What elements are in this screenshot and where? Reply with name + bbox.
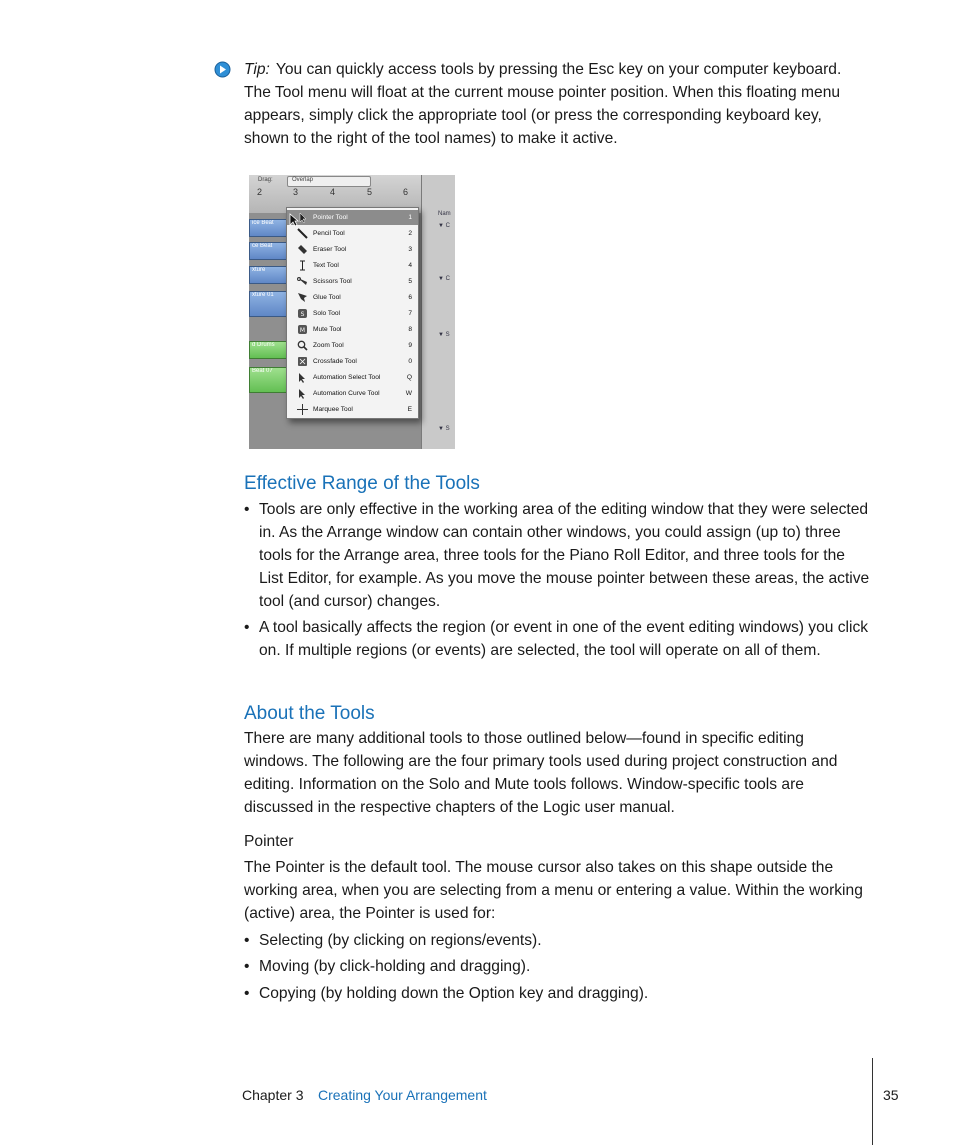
scissors-icon — [297, 276, 308, 287]
tool-name: Text Tool — [313, 262, 339, 269]
tool-shortcut: 1 — [408, 214, 412, 221]
tool-name: Scissors Tool — [313, 278, 352, 285]
tool-menu-item-scissors[interactable] — [287, 274, 418, 289]
tip-label: Tip: — [244, 61, 270, 78]
drag-mode-dropdown — [258, 176, 371, 187]
tool-menu-item-automation-select[interactable] — [287, 370, 418, 385]
bullet: • — [244, 932, 250, 949]
tool-name: Glue Tool — [313, 294, 341, 301]
subheading-pointer: Pointer — [244, 833, 294, 850]
region: d Drums — [249, 341, 289, 359]
drag-label: Drag: — [258, 177, 273, 183]
section-heading-about-tools: About the Tools — [244, 703, 375, 724]
tool-shortcut: 9 — [408, 342, 412, 349]
tool-menu-item-pointer[interactable] — [287, 210, 418, 225]
crossfade-icon — [297, 356, 308, 367]
region: Beat 07 — [249, 367, 289, 393]
list-item-text: Moving (by click-holding and dragging). — [259, 958, 531, 975]
tool-menu-item-text[interactable] — [287, 258, 418, 273]
bullet: • — [244, 985, 250, 1002]
solo-icon — [297, 308, 308, 319]
side-label: Nam — [438, 211, 451, 217]
tool-name: Crossfade Tool — [313, 358, 357, 365]
svg-text:M: M — [299, 327, 306, 334]
list-item-text: Copying (by holding down the Option key and dragging). — [259, 985, 649, 1002]
region: xture — [249, 266, 289, 284]
ruler-number: 5 — [367, 187, 373, 197]
text-cursor-icon — [297, 260, 308, 271]
ruler-number: 6 — [403, 187, 409, 197]
footer-chapter-label: Chapter 3 — [242, 1087, 304, 1103]
tool-shortcut: 7 — [408, 310, 412, 317]
automation-curve-icon — [297, 388, 308, 399]
tool-name: Zoom Tool — [313, 342, 344, 349]
eraser-icon — [297, 244, 308, 255]
tool-shortcut: W — [405, 390, 412, 397]
footer-divider — [872, 1058, 873, 1145]
section-heading-effective-range: Effective Range of the Tools — [244, 473, 480, 494]
tool-shortcut: E — [407, 406, 412, 413]
tool-shortcut: 3 — [408, 246, 412, 253]
tool-name: Automation Curve Tool — [313, 390, 380, 397]
ruler-number: 4 — [330, 187, 336, 197]
region: ice Beat — [249, 219, 289, 237]
tip-paragraph — [244, 58, 869, 150]
tool-shortcut: 5 — [408, 278, 412, 285]
tool-menu-item-automation-curve[interactable] — [287, 386, 418, 401]
tool-menu-item-solo[interactable] — [287, 306, 418, 321]
tool-shortcut: 2 — [408, 230, 412, 237]
inspector-side-panel — [421, 175, 455, 449]
side-label: ▼ C — [438, 276, 450, 282]
tip-text: You can quickly access tools by pressing the Esc key on your computer keyboard. The Tool menu will float at the current mouse pointer position. When this floating menu appears, simply click the appropriate tool (or press the corresponding keyboard key, shown to the right of the tool names) to make it active. — [244, 61, 842, 147]
side-label: ▼ S — [438, 332, 450, 338]
glue-icon — [297, 292, 308, 303]
svg-text:S: S — [300, 311, 305, 318]
marquee-crosshair-icon — [297, 404, 308, 415]
tool-name: Automation Select Tool — [313, 374, 381, 381]
tool-menu — [286, 207, 419, 419]
mute-icon — [297, 324, 308, 335]
tool-shortcut: 4 — [408, 262, 412, 269]
tool-shortcut: 8 — [408, 326, 412, 333]
list-item-text: Tools are only effective in the working area of the editing window that they were selected in. As the Arrange window can contain other windows, you could assign (up to) three tools for the Arrange area, three tools for the Piano Roll Editor, and three tools for the List Editor, for example. As you move the mouse pointer between these areas, the active tool (and cursor) changes. — [259, 501, 870, 610]
zoom-icon — [297, 340, 308, 351]
pencil-icon — [297, 228, 308, 239]
ruler-number: 2 — [257, 187, 263, 197]
tool-menu-screenshot — [249, 175, 455, 449]
tool-name: Pencil Tool — [313, 230, 345, 237]
list-item-text: A tool basically affects the region (or event in one of the event editing windows) you click on. If multiple regions (or events) are selected, the tool will operate on all of them. — [259, 619, 869, 659]
tip-arrow-icon — [214, 61, 231, 78]
tool-menu-item-pencil[interactable] — [287, 226, 418, 241]
tool-menu-item-glue[interactable] — [287, 290, 418, 305]
mouse-cursor-icon — [289, 213, 299, 227]
tool-name: Marquee Tool — [313, 406, 353, 413]
list-item-text: Selecting (by clicking on regions/events). — [259, 932, 542, 949]
bullet: • — [244, 958, 250, 975]
bullet: • — [244, 619, 250, 636]
tool-menu-item-eraser[interactable] — [287, 242, 418, 257]
tool-menu-item-marquee[interactable] — [287, 402, 418, 417]
tool-shortcut: 6 — [408, 294, 412, 301]
automation-select-icon — [297, 372, 308, 383]
drag-mode-value: Overlap — [292, 177, 314, 183]
region: xture 01 — [249, 291, 289, 317]
tool-menu-item-crossfade[interactable] — [287, 354, 418, 369]
tool-name: Pointer Tool — [313, 214, 348, 221]
tool-shortcut: Q — [406, 374, 412, 381]
about-paragraph: There are many additional tools to those outlined below—found in specific editing windows. The following are the four primary tools used during project construction and editing. Information on the Solo and Mute tools follows. Window-specific tools are discussed in the respective chapters of the Logic user manual. — [244, 730, 838, 816]
footer-chapter-title: Creating Your Arrangement — [318, 1087, 487, 1103]
tool-menu-item-zoom[interactable] — [287, 338, 418, 353]
tool-name: Eraser Tool — [313, 246, 347, 253]
side-label: ▼ S — [438, 426, 450, 432]
bullet: • — [244, 501, 250, 518]
region: ce Beat — [249, 242, 289, 260]
tool-name: Mute Tool — [313, 326, 342, 333]
tool-shortcut: 0 — [408, 358, 412, 365]
tool-name: Solo Tool — [313, 310, 341, 317]
page-number: 35 — [883, 1087, 899, 1103]
tool-menu-item-mute[interactable] — [287, 322, 418, 337]
ruler-number: 3 — [293, 187, 299, 197]
side-label: ▼ C — [438, 223, 450, 229]
pointer-paragraph: The Pointer is the default tool. The mouse cursor also takes on this shape outside the working area, when you are selecting from a menu or entering a value. Within the working (active) area, the Pointer is used for: — [244, 859, 863, 922]
